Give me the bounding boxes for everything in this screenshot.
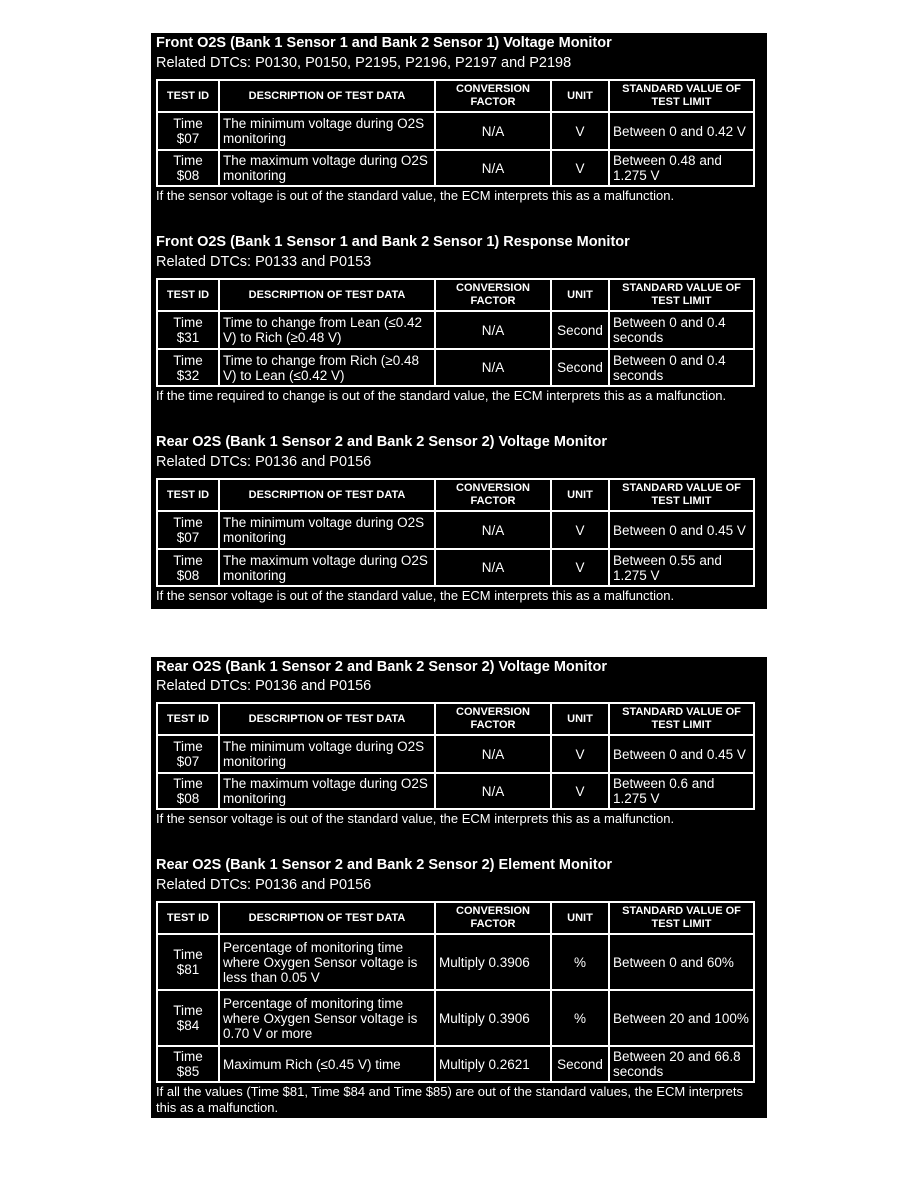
- standard-value-cell: Between 0 and 0.4 seconds: [609, 311, 754, 349]
- test-id-cell: Time $07: [157, 735, 219, 773]
- test-id-cell: Time $08: [157, 773, 219, 809]
- header-test-id: TEST ID: [157, 479, 219, 511]
- conversion-cell: Multiply 0.3906: [435, 934, 551, 990]
- document-panel: [151, 657, 767, 1118]
- unit-cell: V: [551, 773, 609, 809]
- test-id-cell: Time $08: [157, 150, 219, 186]
- header-description: DESCRIPTION OF TEST DATA: [219, 703, 435, 735]
- unit-cell: V: [551, 150, 609, 186]
- test-limit-table: [156, 702, 755, 810]
- related-dtcs: Related DTCs: P0136 and P0156: [156, 877, 372, 893]
- standard-value-cell: Between 0.48 and 1.275 V: [609, 150, 754, 186]
- conversion-cell: N/A: [435, 112, 551, 150]
- conversion-cell: N/A: [435, 349, 551, 386]
- section-title: Rear O2S (Bank 1 Sensor 2 and Bank 2 Sensor 2) Element Monitor: [156, 857, 613, 873]
- related-dtcs: Related DTCs: P0133 and P0153: [156, 254, 372, 270]
- related-dtcs: Related DTCs: P0136 and P0156: [156, 678, 372, 694]
- malfunction-note: If the sensor voltage is out of the standard value, the ECM interprets this as a malfunction.: [156, 588, 675, 603]
- section-title: Front O2S (Bank 1 Sensor 1 and Bank 2 Sensor 1) Response Monitor: [156, 234, 630, 250]
- unit-cell: %: [551, 934, 609, 990]
- header-unit: UNIT: [551, 479, 609, 511]
- test-id-cell: Time $07: [157, 112, 219, 150]
- header-unit: UNIT: [551, 703, 609, 735]
- header-conversion-factor: CONVERSION FACTOR: [435, 479, 551, 511]
- header-description: DESCRIPTION OF TEST DATA: [219, 279, 435, 311]
- standard-value-cell: Between 0 and 60%: [609, 934, 754, 990]
- header-description: DESCRIPTION OF TEST DATA: [219, 80, 435, 112]
- description-cell: The maximum voltage during O2S monitoring: [219, 773, 435, 809]
- description-cell: Maximum Rich (≤0.45 V) time: [219, 1046, 435, 1082]
- header-test-id: TEST ID: [157, 703, 219, 735]
- header-test-id: TEST ID: [157, 80, 219, 112]
- table-row: [157, 934, 754, 990]
- malfunction-note: If the sensor voltage is out of the standard value, the ECM interprets this as a malfunction.: [156, 811, 675, 826]
- table-row: [157, 549, 754, 586]
- unit-cell: V: [551, 511, 609, 549]
- header-unit: UNIT: [551, 902, 609, 934]
- test-id-cell: Time $84: [157, 990, 219, 1046]
- description-cell: Time to change from Lean (≤0.42 V) to Rich (≥0.48 V): [219, 311, 435, 349]
- header-conversion-factor: CONVERSION FACTOR: [435, 902, 551, 934]
- description-cell: Percentage of monitoring time where Oxygen Sensor voltage is less than 0.05 V: [219, 934, 435, 990]
- description-cell: Percentage of monitoring time where Oxygen Sensor voltage is 0.70 V or more: [219, 990, 435, 1046]
- conversion-cell: N/A: [435, 735, 551, 773]
- description-cell: The maximum voltage during O2S monitoring: [219, 150, 435, 186]
- test-limit-table: [156, 478, 755, 587]
- test-id-cell: Time $07: [157, 511, 219, 549]
- section-title: Rear O2S (Bank 1 Sensor 2 and Bank 2 Sensor 2) Voltage Monitor: [156, 434, 607, 450]
- table-row: [157, 112, 754, 150]
- related-dtcs: Related DTCs: P0136 and P0156: [156, 454, 372, 470]
- test-id-cell: Time $32: [157, 349, 219, 386]
- unit-cell: %: [551, 990, 609, 1046]
- test-id-cell: Time $85: [157, 1046, 219, 1082]
- test-limit-table: [156, 901, 755, 1083]
- standard-value-cell: Between 0 and 0.45 V: [609, 735, 754, 773]
- description-cell: The maximum voltage during O2S monitoring: [219, 549, 435, 586]
- table-header-row: [157, 279, 754, 311]
- unit-cell: V: [551, 112, 609, 150]
- table-row: [157, 150, 754, 186]
- header-test-id: TEST ID: [157, 279, 219, 311]
- malfunction-note: If the time required to change is out of the standard value, the ECM interprets this as a malfunction.: [156, 388, 727, 403]
- conversion-cell: N/A: [435, 773, 551, 809]
- standard-value-cell: Between 0 and 0.4 seconds: [609, 349, 754, 386]
- description-cell: The minimum voltage during O2S monitoring: [219, 735, 435, 773]
- header-description: DESCRIPTION OF TEST DATA: [219, 902, 435, 934]
- table-row: [157, 773, 754, 809]
- unit-cell: V: [551, 549, 609, 586]
- related-dtcs: Related DTCs: P0130, P0150, P2195, P2196, P2197 and P2198: [156, 55, 572, 71]
- test-limit-table: [156, 79, 755, 187]
- unit-cell: Second: [551, 349, 609, 386]
- header-test-id: TEST ID: [157, 902, 219, 934]
- header-standard-value: STANDARD VALUE OF TEST LIMIT: [609, 279, 754, 311]
- standard-value-cell: Between 0 and 0.45 V: [609, 511, 754, 549]
- test-limit-table: [156, 278, 755, 387]
- malfunction-note: If all the values (Time $81, Time $84 and Time $85) are out of the standard values, the ECM interprets this as a malfunction.: [156, 1084, 743, 1115]
- unit-cell: Second: [551, 311, 609, 349]
- conversion-cell: Multiply 0.2621: [435, 1046, 551, 1082]
- header-conversion-factor: CONVERSION FACTOR: [435, 279, 551, 311]
- test-id-cell: Time $81: [157, 934, 219, 990]
- header-standard-value: STANDARD VALUE OF TEST LIMIT: [609, 703, 754, 735]
- table-header-row: [157, 80, 754, 112]
- header-unit: UNIT: [551, 80, 609, 112]
- unit-cell: V: [551, 735, 609, 773]
- conversion-cell: N/A: [435, 311, 551, 349]
- header-unit: UNIT: [551, 279, 609, 311]
- conversion-cell: Multiply 0.3906: [435, 990, 551, 1046]
- test-id-cell: Time $08: [157, 549, 219, 586]
- description-cell: The minimum voltage during O2S monitoring: [219, 511, 435, 549]
- standard-value-cell: Between 20 and 100%: [609, 990, 754, 1046]
- header-standard-value: STANDARD VALUE OF TEST LIMIT: [609, 902, 754, 934]
- conversion-cell: N/A: [435, 511, 551, 549]
- description-cell: Time to change from Rich (≥0.48 V) to Lean (≤0.42 V): [219, 349, 435, 386]
- standard-value-cell: Between 20 and 66.8 seconds: [609, 1046, 754, 1082]
- header-standard-value: STANDARD VALUE OF TEST LIMIT: [609, 80, 754, 112]
- header-conversion-factor: CONVERSION FACTOR: [435, 80, 551, 112]
- table-header-row: [157, 479, 754, 511]
- section-title: Front O2S (Bank 1 Sensor 1 and Bank 2 Sensor 1) Voltage Monitor: [156, 35, 612, 51]
- header-description: DESCRIPTION OF TEST DATA: [219, 479, 435, 511]
- table-row: [157, 349, 754, 386]
- conversion-cell: N/A: [435, 150, 551, 186]
- table-row: [157, 1046, 754, 1082]
- standard-value-cell: Between 0.55 and 1.275 V: [609, 549, 754, 586]
- test-id-cell: Time $31: [157, 311, 219, 349]
- header-standard-value: STANDARD VALUE OF TEST LIMIT: [609, 479, 754, 511]
- table-row: [157, 311, 754, 349]
- malfunction-note: If the sensor voltage is out of the standard value, the ECM interprets this as a malfunction.: [156, 188, 675, 203]
- section-title: Rear O2S (Bank 1 Sensor 2 and Bank 2 Sensor 2) Voltage Monitor: [156, 659, 607, 675]
- header-conversion-factor: CONVERSION FACTOR: [435, 703, 551, 735]
- table-row: [157, 990, 754, 1046]
- unit-cell: Second: [551, 1046, 609, 1082]
- description-cell: The minimum voltage during O2S monitoring: [219, 112, 435, 150]
- table-header-row: [157, 902, 754, 934]
- table-row: [157, 511, 754, 549]
- conversion-cell: N/A: [435, 549, 551, 586]
- standard-value-cell: Between 0 and 0.42 V: [609, 112, 754, 150]
- table-header-row: [157, 703, 754, 735]
- table-row: [157, 735, 754, 773]
- standard-value-cell: Between 0.6 and 1.275 V: [609, 773, 754, 809]
- document-panel: [151, 33, 767, 609]
